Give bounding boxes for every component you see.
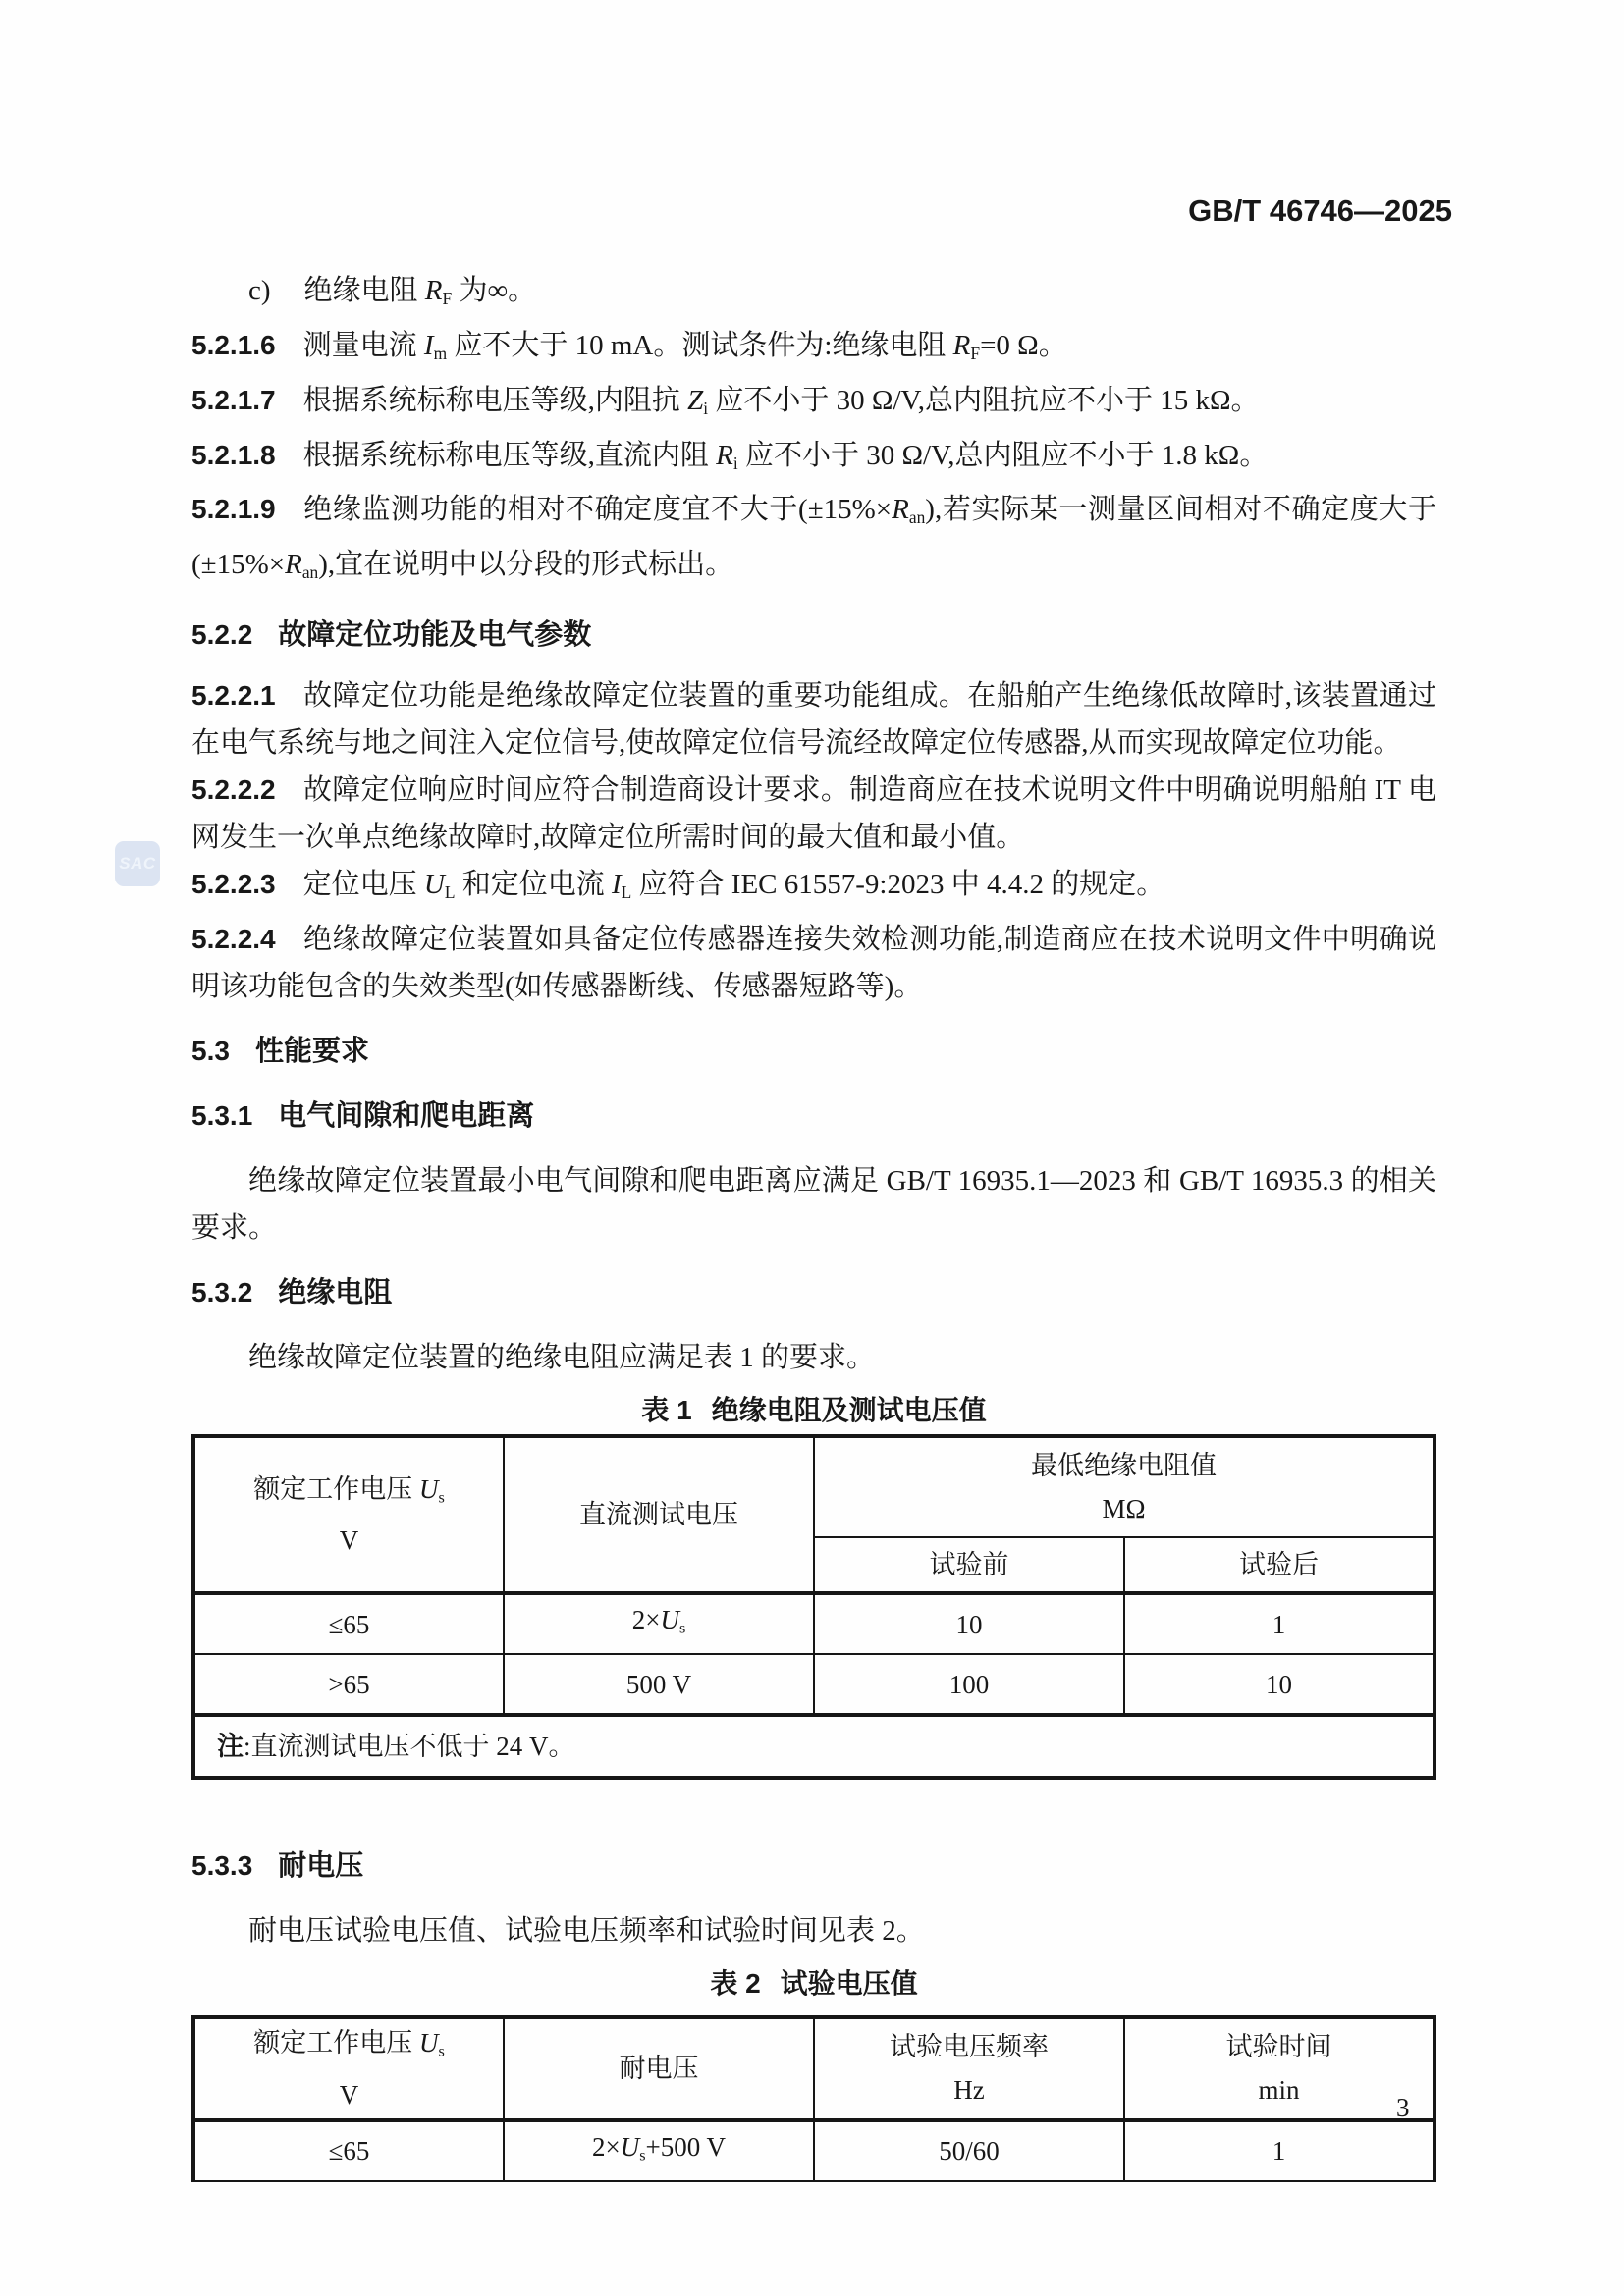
table2-caption: [191, 1962, 1436, 2005]
col-unit: V: [339, 2079, 359, 2109]
table1-note-cell: [193, 1715, 1435, 1778]
page-number: 3: [1396, 2093, 1410, 2122]
clause-number: 5.2.2.4: [191, 924, 276, 955]
table2-caption-title: 试验电压值: [780, 1968, 918, 2000]
table2-col-test-duration: [1124, 2017, 1435, 2120]
clause-5-2-2-1: [191, 672, 1436, 767]
col-unit: min: [1258, 2075, 1300, 2106]
table1-header-row-1: [193, 1436, 1435, 1537]
cell-dc-test-voltage: 2×Us: [504, 1593, 814, 1654]
heading-number: 5.2.2: [191, 619, 253, 651]
heading-number: 5.3: [191, 1036, 230, 1067]
table1-caption-label: 表 1: [641, 1395, 692, 1426]
table2-caption-label: 表 2: [710, 1968, 761, 2000]
note-text: :直流测试电压不低于 24 V。: [244, 1732, 575, 1762]
table-2: [191, 2015, 1436, 2182]
col-title: 试验电压频率: [890, 2032, 1049, 2062]
para-insulation-resistance: 绝缘故障定位装置的绝缘电阻应满足表 1 的要求。: [248, 1342, 876, 1374]
cell-test-duration: 1: [1124, 2120, 1435, 2181]
heading-5-3-3: [191, 1844, 1436, 1888]
clause-number: 5.2.2.1: [191, 680, 276, 712]
heading-number: 5.3.1: [191, 1100, 253, 1132]
table-row: [193, 1654, 1435, 1715]
table2-col-rated-voltage: [193, 2017, 504, 2120]
table-1: [191, 1434, 1436, 1780]
col-title: 额定工作电压 Us: [253, 1473, 445, 1507]
heading-title: 故障定位功能及电气参数: [278, 619, 592, 652]
group-title: 最低绝缘电阻值: [1031, 1451, 1217, 1481]
table2-header-row: [193, 2017, 1435, 2120]
table1-col-after-test: 试验后: [1124, 1537, 1435, 1593]
clause-number: 5.2.1.9: [191, 494, 276, 525]
heading-5-3-2: [191, 1271, 1436, 1314]
list-item-c-text: 绝缘电阻 RF 为∞。: [303, 275, 537, 308]
clause-number: 5.2.1.8: [191, 439, 276, 470]
clause-text: 根据系统标称电压等级,直流内阻 Ri 应不小于 30 Ω/V,总内阻应不小于 1.8 kΩ。: [302, 439, 1269, 473]
heading-5-3: [191, 1030, 1436, 1073]
cell-rated-voltage: >65: [193, 1654, 504, 1715]
clause-text: 绝缘监测功能的相对不确定度宜不大于(±15%×Ran),若实际某一测量区间相对不确定度大于(±15%×Ran),宜在说明中以分段的形式标出。: [191, 494, 1436, 583]
note-label: 注: [217, 1732, 244, 1762]
heading-title: 电气间隙和爬电距离: [278, 1100, 535, 1133]
clause-number: 5.2.2.3: [191, 869, 276, 900]
cell-after: 1: [1124, 1593, 1435, 1654]
clause-text: 定位电压 UL 和定位电流 IL 应符合 IEC 61557-9:2023 中 4.4.2 的规定。: [302, 869, 1165, 903]
table1-col-before-test: 试验前: [814, 1537, 1124, 1593]
clause-5-2-1-6: [191, 322, 1436, 377]
heading-title: 绝缘电阻: [278, 1277, 393, 1309]
heading-5-2-2: [191, 614, 1436, 657]
cell-test-frequency: 50/60: [814, 2120, 1124, 2181]
cell-dc-test-voltage: 500 V: [504, 1654, 814, 1715]
clause-text: 绝缘故障定位装置如具备定位传感器连接失效检测功能,制造商应在技术说明文件中明确说明该功能包含的失效类型(如传感器断线、传感器短路等)。: [191, 924, 1436, 1003]
heading-number: 5.3.3: [191, 1850, 253, 1882]
heading-title: 耐电压: [278, 1850, 364, 1883]
para-clearance-creepage: 绝缘故障定位装置最小电气间隙和爬电距离应满足 GB/T 16935.1—2023 和 GB/T 16935.3 的相关要求。: [191, 1165, 1436, 1245]
clause-5-2-1-8: [191, 432, 1436, 487]
list-item-c: [191, 267, 1436, 322]
list-item-c-bullet: c): [248, 275, 271, 306]
cell-rated-voltage: ≤65: [193, 1593, 504, 1654]
clause-5-2-2-2: [191, 767, 1436, 861]
para-withstand-voltage: 耐电压试验电压值、试验电压频率和试验时间见表 2。: [248, 1915, 925, 1948]
clause-text: 故障定位功能是绝缘故障定位装置的重要功能组成。在船舶产生绝缘低故障时,该装置通过在电气系统与地之间注入定位信号,使故障定位信号流经故障定位传感器,从而实现故障定位功能。: [191, 680, 1436, 760]
page-body: [191, 0, 1452, 2182]
col-unit: Hz: [953, 2075, 985, 2106]
clause-5-2-1-9: [191, 486, 1436, 596]
table2-col-withstand-voltage: 耐电压: [504, 2017, 814, 2120]
table-row: [193, 1593, 1435, 1654]
table2-col-test-frequency: [814, 2017, 1124, 2120]
cell-rated-voltage: ≤65: [193, 2120, 504, 2181]
doc-code-header: GB/T 46746—2025: [1188, 193, 1452, 228]
cell-after: 10: [1124, 1654, 1435, 1715]
table1-caption: [191, 1389, 1436, 1432]
clause-5-2-1-7: [191, 377, 1436, 432]
col-title: 额定工作电压 Us: [253, 2028, 445, 2060]
clause-number: 5.2.1.6: [191, 329, 276, 360]
heading-5-3-1: [191, 1095, 1436, 1138]
sac-watermark-label: SAC: [119, 854, 156, 873]
table1-caption-title: 绝缘电阻及测试电压值: [711, 1395, 987, 1426]
clause-number: 5.2.1.7: [191, 384, 276, 415]
col-unit: V: [339, 1525, 359, 1556]
table1-col-dc-test-voltage: 直流测试电压: [504, 1436, 814, 1593]
table1-group-min-insulation: [814, 1436, 1435, 1537]
heading-title: 性能要求: [254, 1036, 369, 1068]
cell-withstand-voltage: 2×Us+500 V: [504, 2120, 814, 2181]
clause-5-2-2-4: [191, 916, 1436, 1010]
clause-5-2-2-3: [191, 861, 1436, 916]
sac-watermark: [115, 841, 160, 886]
clause-text: 根据系统标称电压等级,内阻抗 Zi 应不小于 30 Ω/V,总内阻抗应不小于 15 kΩ。: [302, 384, 1260, 418]
group-unit: MΩ: [1102, 1494, 1146, 1524]
cell-before: 10: [814, 1593, 1124, 1654]
cell-before: 100: [814, 1654, 1124, 1715]
clause-text: 测量电流 Im 应不大于 10 mA。测试条件为:绝缘电阻 RF=0 Ω。: [302, 329, 1067, 363]
heading-number: 5.3.2: [191, 1277, 253, 1308]
table1-note-row: [193, 1715, 1435, 1778]
col-title: 试验时间: [1225, 2032, 1332, 2062]
clause-text: 故障定位响应时间应符合制造商设计要求。制造商应在技术说明文件中明确说明船舶 IT 电网发生一次单点绝缘故障时,故障定位所需时间的最大值和最小值。: [191, 774, 1436, 854]
table1-col-rated-voltage: [193, 1436, 504, 1593]
clause-number: 5.2.2.2: [191, 774, 276, 806]
table-row: [193, 2120, 1435, 2181]
